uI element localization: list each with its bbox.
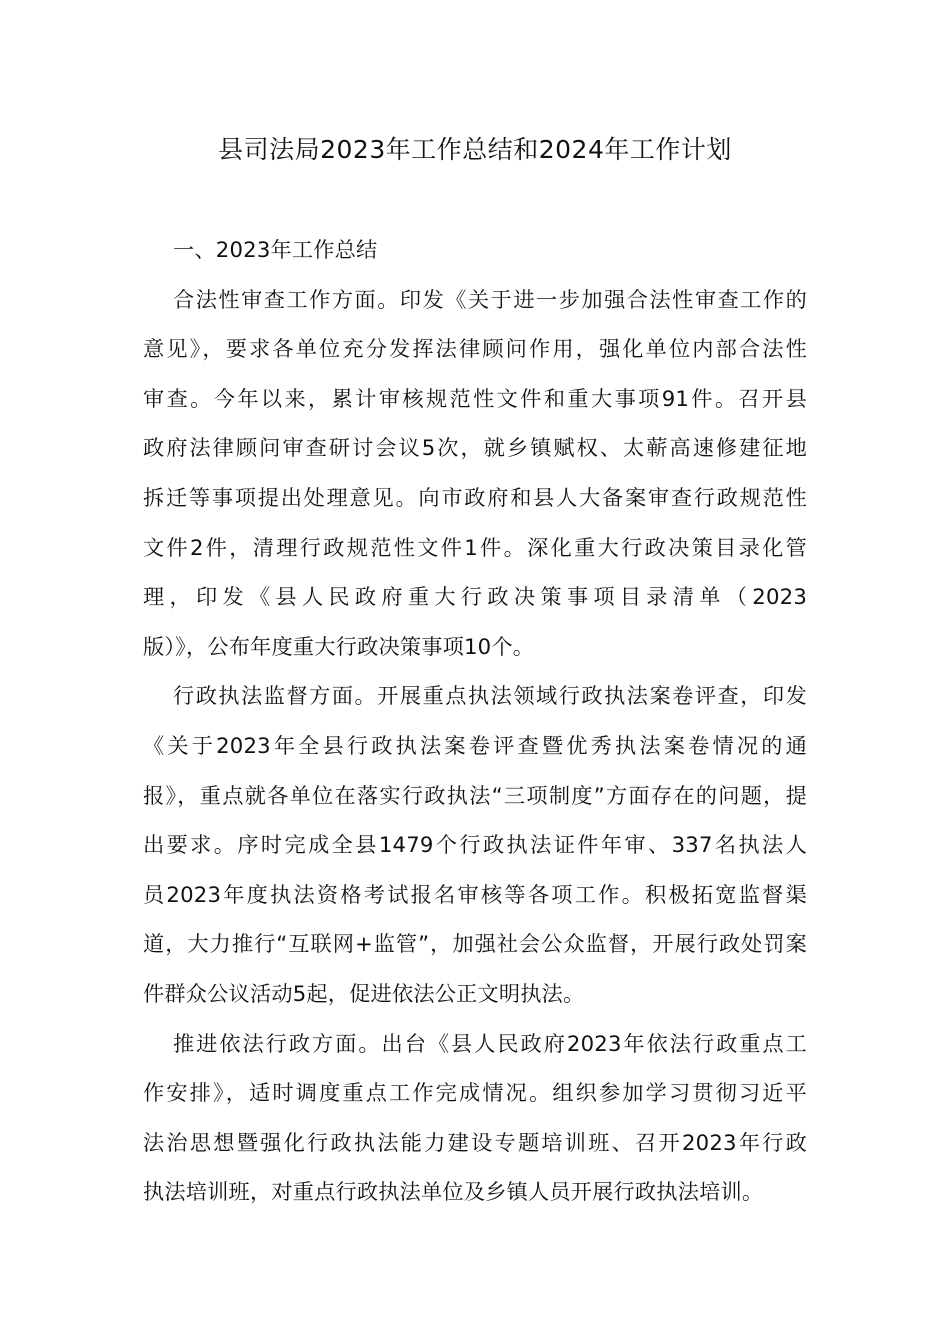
paragraph-line: 员2023年度执法资格考试报名审核等各项工作。积极拓宽监督渠 xyxy=(143,881,807,907)
paragraph-line: 件群众公议活动5起，促进依法公正文明执法。 xyxy=(143,980,585,1006)
paragraph-line: 合法性审查工作方面。印发《关于进一步加强合法性审查工作的 xyxy=(173,286,807,312)
paragraph-line: 推进依法行政方面。出台《县人民政府2023年依法行政重点工 xyxy=(173,1030,807,1056)
paragraph-line: 文件2件，清理行政规范性文件1件。深化重大行政决策目录化管 xyxy=(143,534,807,560)
paragraph-line: 法治思想暨强化行政执法能力建设专题培训班、召开2023年行政 xyxy=(143,1129,807,1155)
paragraph-legality-review xyxy=(143,280,807,677)
paragraph-line: 出要求。序时完成全县1479个行政执法证件年审、337名执法人 xyxy=(143,832,807,858)
document-body xyxy=(143,230,807,1222)
paragraph-line: 报》，重点就各单位在落实行政执法“三项制度”方面存在的问题，提 xyxy=(143,782,807,808)
document-title: 县司法局2023年工作总结和2024年工作计划 xyxy=(218,135,732,164)
paragraph-line: 道，大力推行“互联网+监管”，加强社会公众监督，开展行政处罚案 xyxy=(143,931,807,957)
paragraph-line: 审查。今年以来，累计审核规范性文件和重大事项91件。召开县 xyxy=(143,385,807,411)
section-heading: 一、2023年工作总结 xyxy=(173,237,378,262)
paragraph-line: 理，印发《县人民政府重大行政决策事项目录清单（2023 xyxy=(143,584,807,610)
paragraph-line: 意见》，要求各单位充分发挥法律顾问作用，强化单位内部合法性 xyxy=(143,336,807,362)
paragraph-law-enforcement-supervision xyxy=(143,676,807,1023)
paragraph-line: 作安排》，适时调度重点工作完成情况。组织参加学习贯彻习近平 xyxy=(143,1080,807,1106)
paragraph-line: 政府法律顾问审查研讨会议5次，就乡镇赋权、太蕲高速修建征地 xyxy=(143,435,807,461)
paragraph-line: 《关于2023年全县行政执法案卷评查暨优秀执法案卷情况的通 xyxy=(143,732,807,758)
paragraph-line: 行政执法监督方面。开展重点执法领域行政执法案卷评查，印发 xyxy=(173,683,807,709)
paragraph-line: 拆迁等事项提出处理意见。向市政府和县人大备案审查行政规范性 xyxy=(143,484,807,510)
paragraph-line: 执法培训班，对重点行政执法单位及乡镇人员开展行政执法培训。 xyxy=(143,1179,764,1205)
paragraph-line: 版）》，公布年度重大行政决策事项10个。 xyxy=(143,633,535,659)
paragraph-law-based-administration xyxy=(143,1024,807,1222)
